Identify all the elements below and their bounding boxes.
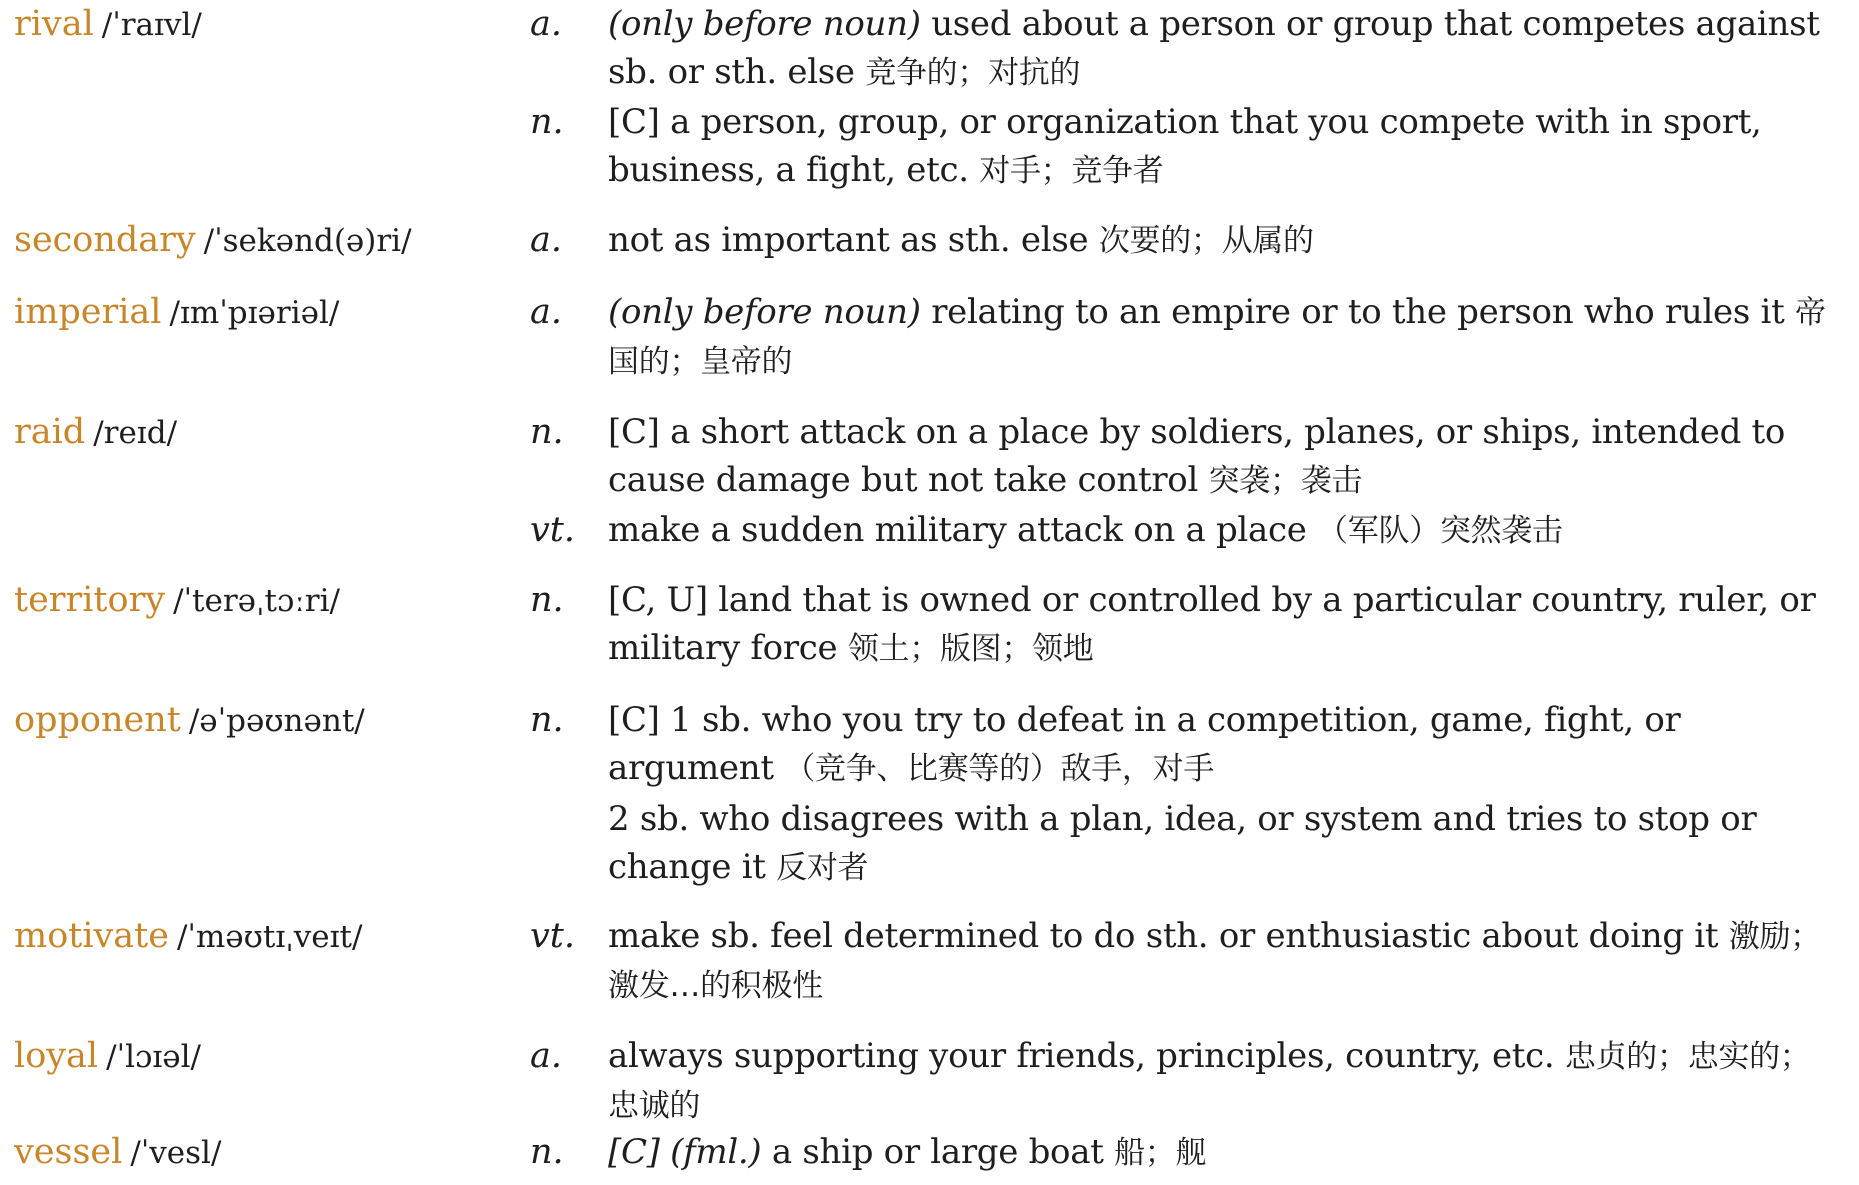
translation: 领土；版图；领地 bbox=[847, 631, 1094, 667]
definition bbox=[608, 576, 1838, 673]
sense bbox=[0, 98, 1859, 190]
phonetic: /ˈlɔɪəl/ bbox=[106, 1039, 201, 1075]
translation: 船；舰 bbox=[1114, 1135, 1207, 1171]
translation: 帝国的；皇帝的 bbox=[608, 295, 1826, 380]
translation: （竞争、比赛等的）敌手，对手 bbox=[784, 751, 1215, 787]
definition bbox=[608, 506, 1838, 555]
phonetic: /ˈsekənd(ə)ri/ bbox=[203, 223, 412, 259]
phonetic: /ˈvesl/ bbox=[130, 1135, 222, 1171]
headword: opponent bbox=[14, 700, 181, 740]
sense bbox=[0, 0, 1859, 92]
definition bbox=[608, 696, 1838, 892]
definition-text: [C] a short attack on a place by soldiers, planes, or ships, intended to cause damage but not take control bbox=[608, 412, 1786, 500]
headword: vessel bbox=[14, 1132, 123, 1172]
definition-text: always supporting your friends, principles, country, etc. bbox=[608, 1036, 1555, 1076]
phonetic: /ˈterəˌtɔːri/ bbox=[173, 583, 340, 619]
headword: rival bbox=[14, 4, 94, 44]
part-of-speech: n. bbox=[530, 580, 564, 620]
part-of-speech: n. bbox=[530, 700, 564, 740]
translation: 突袭；袭击 bbox=[1208, 463, 1363, 499]
part-of-speech: n. bbox=[530, 412, 564, 452]
phonetic: /ɪmˈpɪəriəl/ bbox=[169, 295, 340, 331]
definition bbox=[608, 288, 1838, 386]
phonetic: /ˈraɪvl/ bbox=[101, 7, 202, 43]
definition-text: [C] 1 sb. who you try to defeat in a competition, game, fight, or argument bbox=[608, 700, 1681, 788]
headword: secondary bbox=[14, 220, 196, 260]
subsense-2 bbox=[608, 795, 1838, 892]
definition-text: relating to an empire or to the person who rules it bbox=[931, 292, 1785, 332]
definition-text: make sb. feel determined to do sth. or enthusiastic about doing it bbox=[608, 916, 1719, 956]
definition bbox=[608, 1032, 1838, 1130]
definition bbox=[608, 1128, 1838, 1177]
part-of-speech: a. bbox=[530, 220, 562, 260]
usage-label: [C] (fml.) bbox=[608, 1132, 762, 1172]
definition bbox=[608, 216, 1838, 265]
phonetic: /əˈpəʊnənt/ bbox=[188, 703, 365, 739]
translation: 反对者 bbox=[776, 850, 869, 886]
translation: （军队）突然袭击 bbox=[1317, 513, 1563, 549]
definition bbox=[608, 0, 1838, 97]
usage-label: (only before noun) bbox=[608, 4, 921, 44]
part-of-speech: a. bbox=[530, 4, 562, 44]
phonetic: /reɪd/ bbox=[93, 415, 178, 451]
part-of-speech: a. bbox=[530, 1036, 562, 1076]
part-of-speech: vt. bbox=[530, 510, 575, 550]
definition-text: not as important as sth. else bbox=[608, 220, 1089, 260]
definition bbox=[608, 408, 1838, 505]
sense bbox=[0, 912, 1859, 1004]
sense bbox=[0, 696, 1859, 887]
translation: 竞争的；对抗的 bbox=[865, 55, 1081, 91]
part-of-speech: vt. bbox=[530, 916, 575, 956]
definition-text: [C] a person, group, or organization that you compete with in sport, business, a fight, etc. bbox=[608, 102, 1762, 190]
headword: imperial bbox=[14, 292, 162, 332]
part-of-speech: n. bbox=[530, 102, 564, 142]
sense bbox=[0, 1032, 1859, 1124]
definition-text: used about a person or group that competes against sb. or sth. else bbox=[608, 4, 1820, 92]
subsense-1 bbox=[608, 696, 1838, 793]
definition bbox=[608, 912, 1838, 1010]
sense bbox=[0, 216, 1859, 264]
usage-label: (only before noun) bbox=[608, 292, 921, 332]
part-of-speech: n. bbox=[530, 1132, 564, 1172]
translation: 对手；竞争者 bbox=[979, 153, 1164, 189]
headword: territory bbox=[14, 580, 166, 620]
sense bbox=[0, 506, 1859, 554]
sense bbox=[0, 576, 1859, 668]
translation: 激励；激发…的积极性 bbox=[608, 919, 1821, 1004]
sense bbox=[0, 1128, 1859, 1176]
phonetic: /ˈməʊtɪˌveɪt/ bbox=[176, 919, 363, 955]
definition-text: a ship or large boat bbox=[771, 1132, 1104, 1172]
definition-text: make a sudden military attack on a place bbox=[608, 510, 1307, 550]
definition bbox=[608, 98, 1838, 195]
definition-text: 2 sb. who disagrees with a plan, idea, or system and tries to stop or change it bbox=[608, 799, 1757, 887]
translation: 忠贞的；忠实的；忠诚的 bbox=[608, 1039, 1811, 1124]
sense bbox=[0, 288, 1859, 380]
definition-text: [C, U] land that is owned or controlled by a particular country, ruler, or military force bbox=[608, 580, 1816, 668]
part-of-speech: a. bbox=[530, 292, 562, 332]
headword: loyal bbox=[14, 1036, 99, 1076]
translation: 次要的；从属的 bbox=[1098, 223, 1314, 259]
sense bbox=[0, 408, 1859, 500]
headword: raid bbox=[14, 412, 86, 452]
headword: motivate bbox=[14, 916, 169, 956]
